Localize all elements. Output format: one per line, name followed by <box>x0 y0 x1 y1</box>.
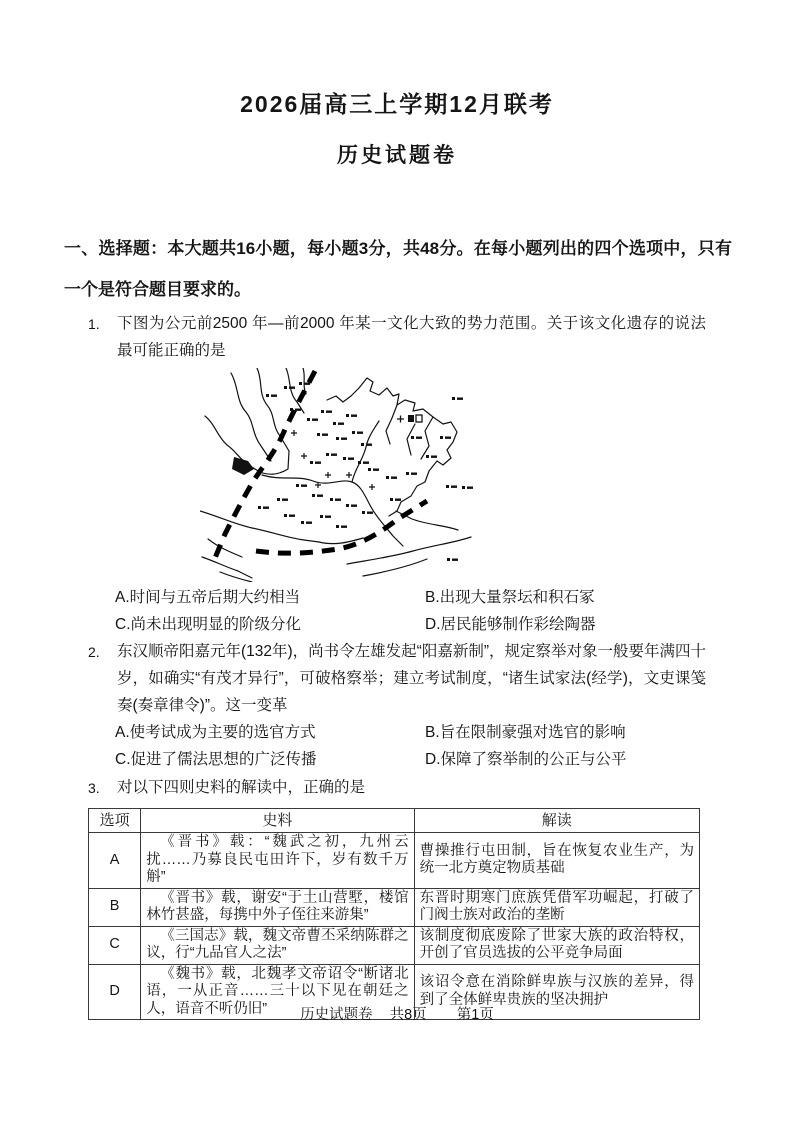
cell-source: 《晋书》载：“魏武之初，九州云扰……乃募良民屯田许下，岁有数千万斛” <box>141 833 414 889</box>
question-stem: 东汉顺帝阳嘉元年(132年)，尚书令左雄发起“阳嘉新制”，规定察举对象一般要年满四十岁，如确实“有茂才异行”，可破格察举；建立考试制度，“诸生试家法(经学)，文吏课笺奏(奏章律令)”。这一变革 <box>117 643 707 714</box>
cell-source: 《魏书》载，北魏孝文帝诏令“断诸北语，一从正音……三十以下见在朝廷之人，语音不听仍旧” <box>141 964 414 1020</box>
question-2-options <box>115 719 706 773</box>
table-row <box>89 833 700 889</box>
question-1 <box>88 310 706 638</box>
option-a: A.时间与五帝后期大约相当 <box>115 589 301 606</box>
question-number: 2. <box>88 644 100 660</box>
q3-source-table <box>88 808 700 1020</box>
q1-map <box>200 368 476 582</box>
cell-source: 《三国志》载，魏文帝曹丕采纳陈群之议，行“九品官人之法” <box>141 926 414 964</box>
question-number: 3. <box>88 780 100 796</box>
option-b: B.旨在限制豪强对选官的影响 <box>425 724 626 741</box>
cell-option: C <box>89 926 141 964</box>
option-d: D.保障了察举制的公正与公平 <box>425 751 627 768</box>
question-3 <box>88 774 706 802</box>
section-heading: 一、选择题：本大题共16小题，每小题3分，共48分。在每小题列出的四个选项中，只有一个是符合题目要求的。 <box>64 239 732 299</box>
table-header-source: 史料 <box>141 809 414 833</box>
question-stem: 下图为公元前2500 年—前2000 年某一文化大致的势力范围。关于该文化遗存的说法最可能正确的是 <box>117 315 706 359</box>
cell-interpretation: 东晋时期寒门庶族凭借军功崛起，打破了门阀士族对政治的垄断 <box>414 888 699 926</box>
cell-source: 《晋书》载，谢安“于土山营墅，楼馆林竹甚盛，每携中外子侄往来游集” <box>141 888 414 926</box>
cell-interpretation: 该诏令意在消除鲜卑族与汉族的差异，得到了全体鲜卑贵族的坚决拥护 <box>414 964 699 1020</box>
footer-doc-label: 历史试题卷 <box>300 1007 373 1023</box>
cell-interpretation: 曹操推行屯田制，旨在恢复农业生产，为统一北方奠定物质基础 <box>414 833 699 889</box>
table-row <box>89 888 700 926</box>
footer-total-pages: 共8页 <box>389 1007 427 1023</box>
footer-page-number: 第1页 <box>456 1007 494 1023</box>
table-header-interpretation: 解读 <box>414 809 699 833</box>
option-c: C.促进了儒法思想的广泛传播 <box>115 751 317 768</box>
territory-map-illustration <box>200 368 476 582</box>
page-footer <box>0 1003 794 1024</box>
option-d: D.居民能够制作彩绘陶器 <box>425 616 596 633</box>
cell-interpretation: 该制度彻底废除了世家大族的政治特权，开创了官员选拔的公平竞争局面 <box>414 926 699 964</box>
exam-subtitle: 历史试题卷 <box>337 144 457 167</box>
cell-option: D <box>89 964 141 1020</box>
question-number: 1. <box>88 316 100 332</box>
cell-option: B <box>89 888 141 926</box>
table-row <box>89 926 700 964</box>
option-c: C.尚未出现明显的阶级分化 <box>115 616 302 633</box>
table-header-row <box>89 809 700 833</box>
question-2 <box>88 638 706 773</box>
question-1-options <box>115 584 706 638</box>
option-b: B.出现大量祭坛和积石冢 <box>425 589 595 606</box>
exam-title: 2026届高三上学期12月联考 <box>240 91 554 117</box>
question-stem: 对以下四则史料的解读中，正确的是 <box>117 779 366 796</box>
table-header-option: 选项 <box>89 809 141 833</box>
cell-option: A <box>89 833 141 889</box>
option-a: A.使考试成为主要的选官方式 <box>115 724 316 741</box>
